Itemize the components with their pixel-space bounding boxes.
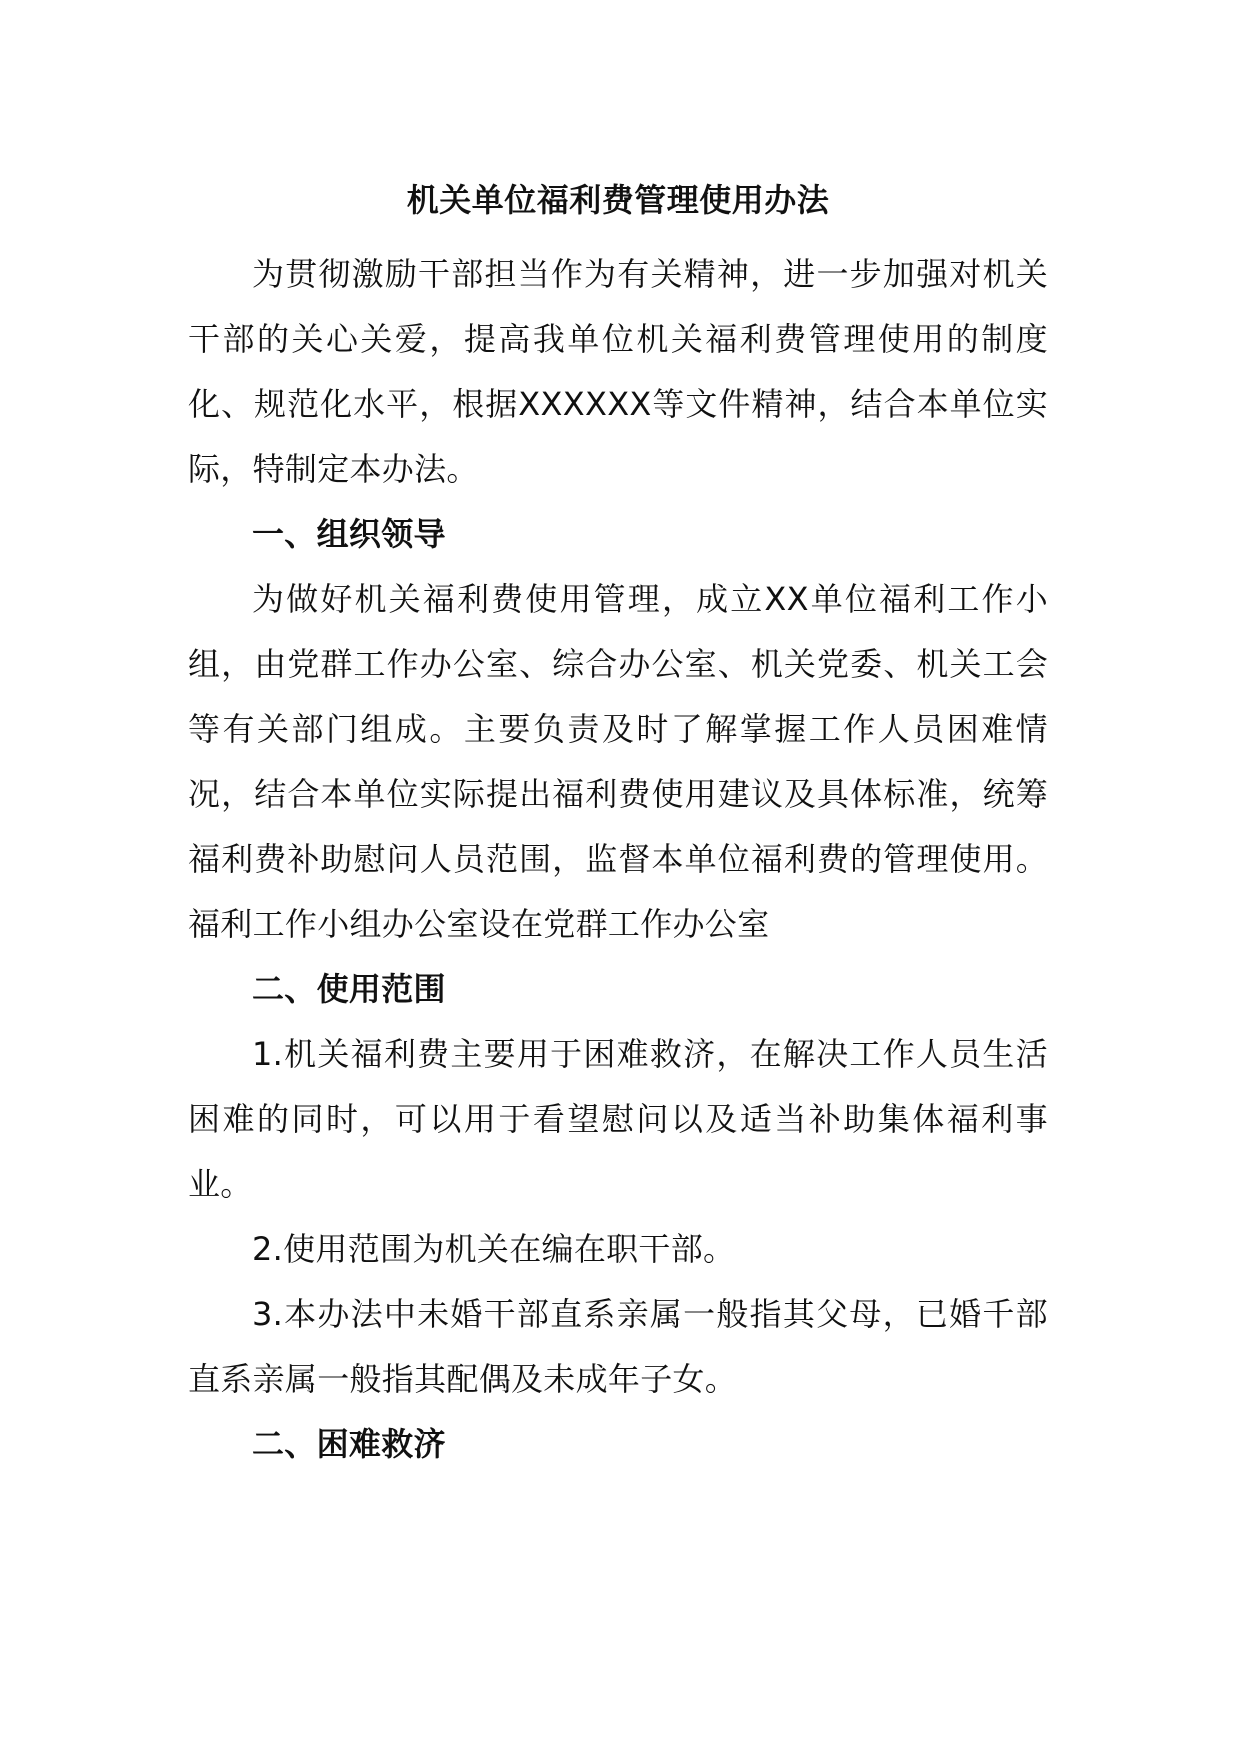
scope-item-1: 1.机关福利费主要用于困难救济，在解决工作人员生活困难的同时，可以用于看望慰问以及适当补助集体福利事业。 xyxy=(188,1035,1048,1203)
document-title: 机关单位福利费管理使用办法 xyxy=(406,181,830,219)
section-heading-organization: 一、组织领导 xyxy=(252,515,446,553)
document-body xyxy=(188,172,1048,1477)
intro-paragraph: 为贯彻激励干部担当作为有关精神，进一步加强对机关干部的关心关爱，提高我单位机关福利费管理使用的制度化、规范化水平，根据XXXXXX等文件精神，结合本单位实际，特制定本办法。 xyxy=(188,255,1048,488)
section-heading-scope: 二、使用范围 xyxy=(252,970,446,1008)
scope-item-2: 2.使用范围为机关在编在职干部。 xyxy=(252,1230,736,1268)
section-heading-hardship-relief: 二、困难救济 xyxy=(252,1425,446,1463)
organization-paragraph: 为做好机关福利费使用管理，成立XX单位福利工作小组，由党群工作办公室、综合办公室、机关党委、机关工会等有关部门组成。主要负责及时了解掌握工作人员困难情况，结合本单位实际提出福利费使用建议及具体标准，统筹福利费补助慰问人员范围，监督本单位福利费的管理使用。福利工作小组办公室设在党群工作办公室 xyxy=(188,580,1048,943)
scope-item-3: 3.本办法中未婚干部直系亲属一般指其父母，已婚千部直系亲属一般指其配偶及未成年子女。 xyxy=(188,1295,1048,1398)
